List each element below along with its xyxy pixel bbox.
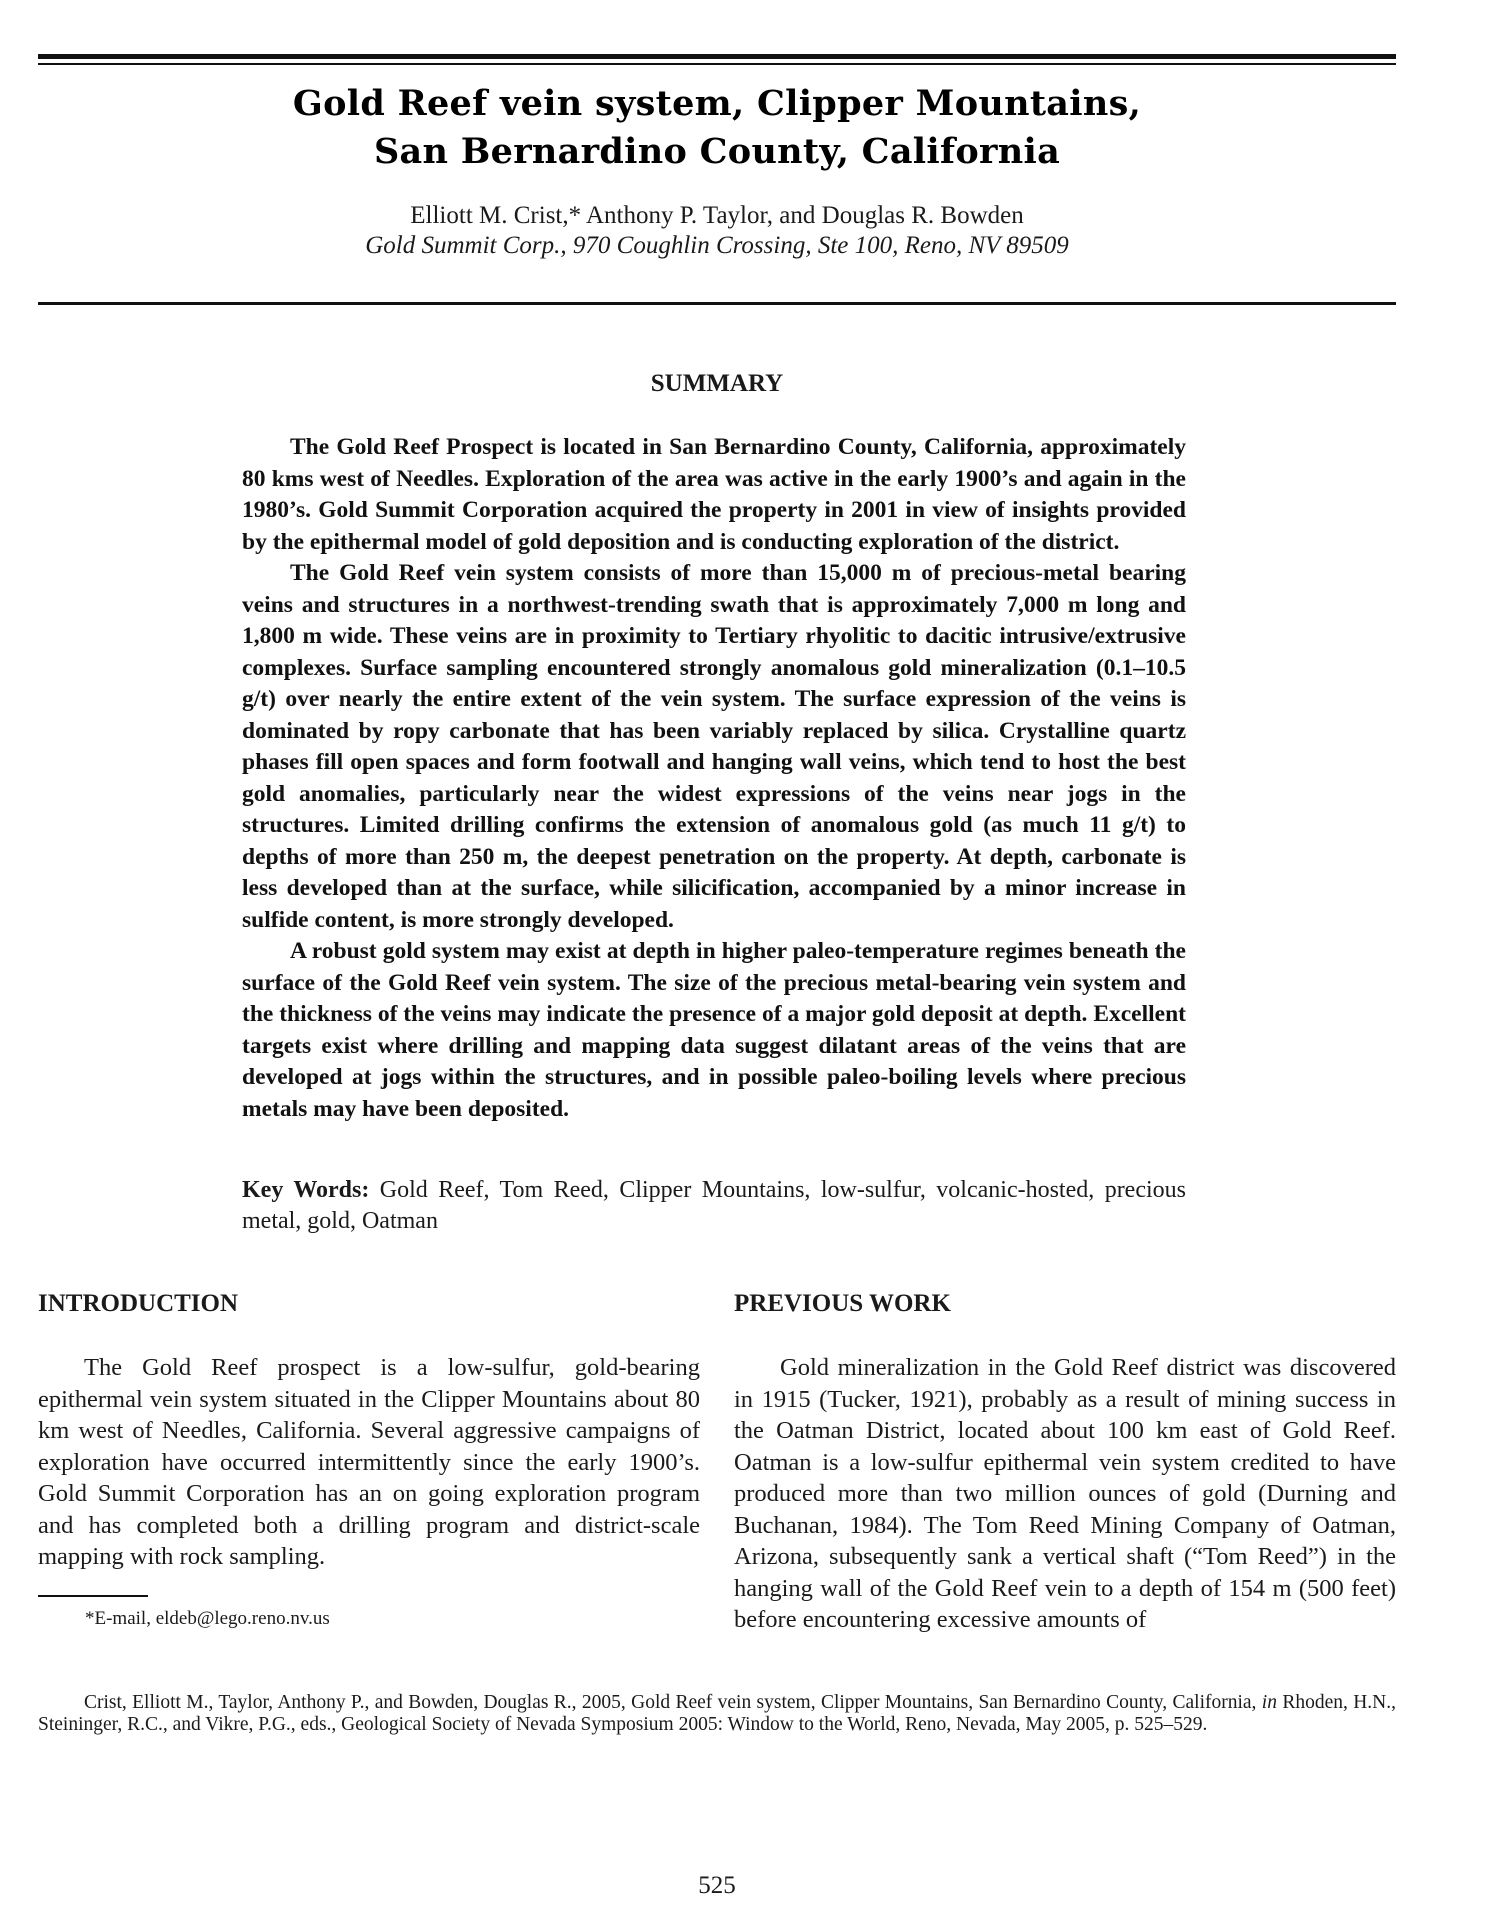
summary-paragraph-2: The Gold Reef vein system consists of more than 15,000 m of precious-metal bearing veins and structures in a northwest-trending swath that is approximately 7,000 m long and 1,800 m wide. These veins are in proximity to Tertiary rhyolitic to dacitic intrusive/extrusive complexes. Surface sampling encountered strongly anomalous gold mineralization (0.1–10.5 g/t) over nearly the entire extent of the vein system. The surface expression of the veins is dominated by ropy carbonate that has been variably replaced by silica. Crystalline quartz phases fill open spaces and form footwall and hanging wall veins, which tend to host the best gold anomalies, particularly near the widest expressions of the veins near jogs in the structures. Limited drilling confirms the extension of anomalous gold (as much 11 g/t) to depths of more than 250 m, the deepest penetration on the property. At depth, carbonate is less developed than at the surface, while silicification, accompanied by a minor increase in sulfide content, is more strongly developed.	[242, 560, 1186, 933]
summary-paragraph-1: The Gold Reef Prospect is located in San Bernardino County, California, approximately 80 kms west of Needles. Exploration of the area was active in the early 1900’s and again in the 1980’s. Gold Summit Corporation acquired the property in 2001 in view of insights provided by the epithermal model of gold deposition and is conducting exploration of the district.	[242, 434, 1186, 555]
citation	[38, 1692, 1396, 1736]
introduction-body	[38, 1352, 700, 1573]
keywords	[242, 1175, 1186, 1237]
citation-text-1: Crist, Elliott M., Taylor, Anthony P., and Bowden, Douglas R., 2005, Gold Reef vein system, Clipper Mountains, San Bernardino County, California,	[84, 1692, 1257, 1713]
top-rule-thin	[38, 63, 1396, 65]
footnote: *E-mail, eldeb@lego.reno.nv.us	[85, 1608, 330, 1629]
previous-work-body	[734, 1352, 1396, 1636]
title-line-1: Gold Reef vein system, Clipper Mountains,	[292, 83, 1142, 124]
affiliation: Gold Summit Corp., 970 Coughlin Crossing, Ste 100, Reno, NV 89509	[365, 232, 1069, 259]
summary-body	[242, 432, 1186, 1125]
previous-work-paragraph: Gold mineralization in the Gold Reef district was discovered in 1915 (Tucker, 1921), probably as a result of mining success in the Oatman District, located about 100 km east of Gold Reef. Oatman is a low-sulfur epithermal vein system credited to have produced more than two million ounces of gold (Durning and Buchanan, 1984). The Tom Reed Mining Company of Oatman, Arizona, subsequently sank a vertical shaft (“Tom Reed”) in the hanging wall of the Gold Reef vein to a depth of 154 m (500 feet) before encountering excessive amounts of	[734, 1354, 1396, 1633]
header-bottom-rule	[38, 302, 1396, 305]
page-number: 525	[698, 1872, 736, 1899]
title-line-2: San Bernardino County, California	[373, 131, 1061, 172]
introduction-heading: INTRODUCTION	[38, 1290, 239, 1317]
summary-heading: SUMMARY	[650, 370, 784, 397]
citation-text-2: Rhoden, H.N., Steininger, R.C., and Vikre, P.G., eds., Geological Society of Nevada Symposium 2005: Window to the World, Reno, Nevada, May 2005, p. 525–529.	[38, 1692, 1397, 1735]
introduction-paragraph: The Gold Reef prospect is a low-sulfur, gold-bearing epithermal vein system situated in the Clipper Mountains about 80 km west of Needles, California. Several aggressive campaigns of exploration have occurred intermittently since the early 1900’s. Gold Summit Corporation has an on going exploration program and has completed both a drilling program and district-scale mapping with rock sampling.	[38, 1354, 700, 1570]
keywords-label: Key Words:	[242, 1177, 370, 1203]
citation-in: in	[1261, 1692, 1277, 1713]
summary-paragraph-3: A robust gold system may exist at depth in higher paleo-temperature regimes beneath the surface of the Gold Reef vein system. The size of the precious metal-bearing vein system and the thickness of the veins may indicate the presence of a major gold deposit at depth. Excellent targets exist where drilling and mapping data suggest dilatant areas of the veins that are developed at jogs within the structures, and in possible paleo-boiling levels where precious metals may have been deposited.	[242, 938, 1186, 1122]
paper-title	[38, 80, 1396, 176]
keywords-text: Gold Reef, Tom Reed, Clipper Mountains, low-sulfur, volcanic-hosted, precious metal, gold, Oatman	[242, 1177, 1186, 1234]
authors: Elliott M. Crist,* Anthony P. Taylor, and Douglas R. Bowden	[410, 202, 1024, 229]
previous-work-heading: PREVIOUS WORK	[734, 1290, 951, 1317]
footnote-rule	[38, 1595, 148, 1597]
top-rule-thick	[38, 54, 1396, 59]
